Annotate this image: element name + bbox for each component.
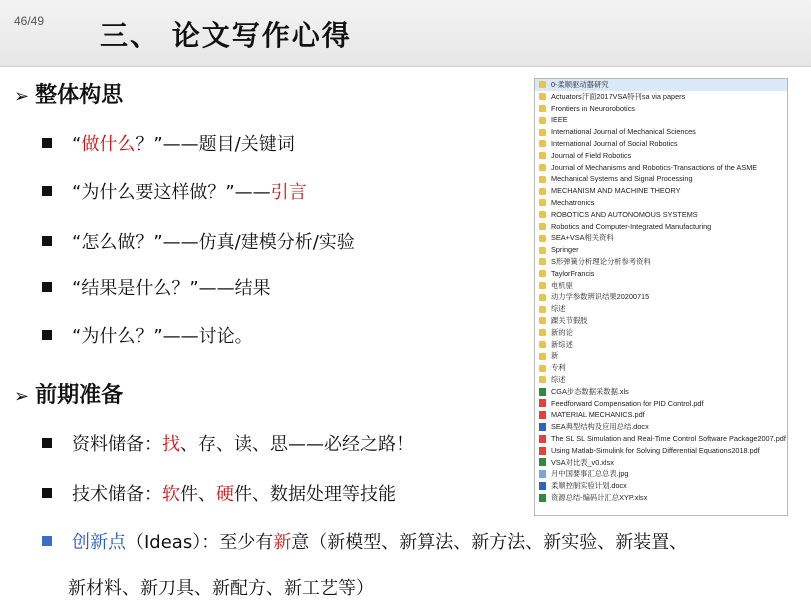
file-name: SEA+VSA相关资料 bbox=[551, 233, 614, 243]
bullet-highlight: 新 bbox=[273, 532, 292, 553]
file-list-item[interactable] bbox=[535, 374, 787, 386]
xls-file-icon bbox=[539, 494, 546, 502]
file-list-item[interactable] bbox=[535, 280, 787, 292]
file-name: Journal of Mechanisms and Robotics-Transactions of the ASME bbox=[551, 162, 758, 172]
folder-icon bbox=[539, 376, 546, 383]
arrow-bullet-icon: ➢ bbox=[14, 386, 30, 407]
jpg-file-icon bbox=[539, 470, 546, 478]
file-list-item[interactable] bbox=[535, 138, 787, 150]
section-title: 整体构思 bbox=[35, 83, 124, 108]
file-list-screenshot bbox=[534, 78, 788, 516]
square-bullet-icon bbox=[42, 186, 52, 196]
bullet-text: “结果是什么？”——结果 bbox=[72, 278, 271, 299]
file-name: MECHANISM AND MACHINE THEORY bbox=[551, 186, 681, 196]
file-list-item[interactable] bbox=[535, 150, 787, 162]
slide-title: 三、 论文写作心得 bbox=[100, 19, 352, 52]
square-bullet-icon bbox=[42, 282, 52, 292]
bullet-how bbox=[42, 228, 355, 254]
file-name: 月中国要事汇总总表.jpg bbox=[551, 469, 629, 479]
folder-icon bbox=[539, 282, 546, 289]
xls-file-icon bbox=[539, 388, 546, 396]
file-list-item[interactable] bbox=[535, 445, 787, 457]
file-list-item[interactable] bbox=[535, 409, 787, 421]
pdf-file-icon bbox=[539, 399, 546, 407]
folder-icon bbox=[539, 353, 546, 360]
page-number: 46/49 bbox=[14, 14, 45, 28]
doc-file-icon bbox=[539, 423, 546, 431]
file-name: Feedforward Compensation for PID Control.pdf bbox=[551, 398, 704, 408]
file-list-item[interactable] bbox=[535, 362, 787, 374]
square-bullet-icon bbox=[42, 438, 52, 448]
file-name: Actuators汗面2017VSA特刊sa via papers bbox=[551, 91, 686, 101]
section-heading-preparation bbox=[14, 378, 123, 409]
file-list-item[interactable] bbox=[535, 421, 787, 433]
bullet-text: “为什么？”——讨论。 bbox=[72, 326, 253, 347]
bullet-highlight: 引言 bbox=[270, 182, 307, 203]
bullet-text: 资料储备： bbox=[72, 434, 162, 455]
folder-icon bbox=[539, 258, 546, 265]
xls-file-icon bbox=[539, 458, 546, 466]
bullet-text: “为什么要这样做？”—— bbox=[72, 182, 271, 203]
file-name: 专利 bbox=[551, 363, 566, 373]
file-name: International Journal of Mechanical Sciences bbox=[551, 127, 696, 137]
file-name: 柔顺控制实验计划.docx bbox=[551, 481, 627, 491]
file-list-item[interactable] bbox=[535, 162, 787, 174]
file-list-item[interactable] bbox=[535, 185, 787, 197]
file-name: IEEE bbox=[551, 115, 568, 125]
file-name: Mechanical Systems and Signal Processing bbox=[551, 174, 693, 184]
bullet-text: 技术储备： bbox=[72, 484, 162, 505]
square-bullet-icon bbox=[42, 236, 52, 246]
file-name: 新 bbox=[551, 351, 559, 361]
file-name: 资源总结-编码计汇总XYP.xlsx bbox=[551, 492, 648, 502]
bullet-text: 意（新模型、新算法、新方法、新实验、新装置、 bbox=[291, 532, 688, 553]
file-list-item[interactable] bbox=[535, 303, 787, 315]
folder-icon bbox=[539, 306, 546, 313]
square-bullet-icon bbox=[42, 330, 52, 340]
file-list-item[interactable] bbox=[535, 480, 787, 492]
file-name: The SL SL Simulation and Real-Time Control Software Package2007.pdf bbox=[551, 433, 786, 443]
section-heading-overall-concept bbox=[14, 78, 123, 109]
bullet-text: 新材料、新刀具、新配方、新工艺等） bbox=[68, 578, 374, 599]
file-name: Using Matlab-Simulink for Solving Differential Equations2018.pdf bbox=[551, 445, 760, 455]
folder-icon bbox=[539, 164, 546, 171]
folder-icon bbox=[539, 247, 546, 254]
file-list-item[interactable] bbox=[535, 315, 787, 327]
bullet-text: “怎么做？”——仿真/建模分析/实验 bbox=[72, 232, 355, 253]
square-bullet-icon bbox=[42, 488, 52, 498]
folder-icon bbox=[539, 188, 546, 195]
file-list-item[interactable] bbox=[535, 244, 787, 256]
square-bullet-icon bbox=[42, 138, 52, 148]
section-title: 前期准备 bbox=[35, 383, 124, 408]
folder-icon bbox=[539, 270, 546, 277]
file-list-item[interactable] bbox=[535, 256, 787, 268]
bullet-highlight: 找 bbox=[162, 434, 180, 455]
folder-icon bbox=[539, 117, 546, 124]
folder-icon bbox=[539, 93, 546, 100]
file-name: ROBOTICS AND AUTONOMOUS SYSTEMS bbox=[551, 209, 698, 219]
file-list-item[interactable] bbox=[535, 291, 787, 303]
folder-icon bbox=[539, 140, 546, 147]
file-list-item[interactable] bbox=[535, 386, 787, 398]
square-bullet-icon bbox=[42, 536, 52, 546]
file-list-item[interactable] bbox=[535, 268, 787, 280]
file-list-item[interactable] bbox=[535, 103, 787, 115]
file-name: Robotics and Computer-Integrated Manufacturing bbox=[551, 221, 712, 231]
file-list-item[interactable] bbox=[535, 221, 787, 233]
folder-icon bbox=[539, 294, 546, 301]
file-name: 综述 bbox=[551, 304, 566, 314]
bullet-highlight: 创新点 bbox=[72, 532, 126, 553]
file-list-item[interactable] bbox=[535, 197, 787, 209]
bullet-result bbox=[42, 274, 271, 300]
pdf-file-icon bbox=[539, 411, 546, 419]
file-name: 新综述 bbox=[551, 339, 573, 349]
bullet-skills bbox=[42, 480, 396, 506]
bullet-materials bbox=[42, 430, 414, 456]
bullet-innovation bbox=[42, 528, 687, 554]
file-name: TaylorFrancis bbox=[551, 268, 595, 278]
file-name: VSA对比表_v0.xlsx bbox=[551, 457, 614, 467]
file-list-item[interactable] bbox=[535, 398, 787, 410]
file-list-item[interactable] bbox=[535, 79, 787, 91]
file-list-item[interactable] bbox=[535, 468, 787, 480]
slide-header bbox=[0, 0, 811, 67]
file-name: Frontiers in Neurorobotics bbox=[551, 103, 635, 113]
file-name: Springer bbox=[551, 245, 579, 255]
bullet-discussion bbox=[42, 322, 253, 348]
bullet-text: 件、数据处理等技能 bbox=[234, 484, 396, 505]
file-name: Mechatronics bbox=[551, 197, 595, 207]
bullet-text: “ bbox=[72, 134, 82, 155]
file-list-item[interactable] bbox=[535, 339, 787, 351]
bullet-highlight: 软 bbox=[162, 484, 180, 505]
folder-icon bbox=[539, 329, 546, 336]
folder-icon bbox=[539, 176, 546, 183]
file-name: Journal of Field Robotics bbox=[551, 150, 632, 160]
folder-icon bbox=[539, 223, 546, 230]
folder-icon bbox=[539, 81, 546, 88]
bullet-highlight: 硬 bbox=[216, 484, 234, 505]
bullet-text: 、存、读、思——必经之路！ bbox=[180, 434, 414, 455]
bullet-text: ？”——题目/关键词 bbox=[135, 134, 295, 155]
file-name: CGA步态数据采数据.xls bbox=[551, 386, 629, 396]
folder-icon bbox=[539, 365, 546, 372]
folder-icon bbox=[539, 317, 546, 324]
file-name: International Journal of Social Robotics bbox=[551, 138, 678, 148]
file-name: S形弹簧分析理论分析参考资料 bbox=[551, 256, 651, 266]
folder-icon bbox=[539, 152, 546, 159]
folder-icon bbox=[539, 199, 546, 206]
file-name: 综述 bbox=[551, 374, 566, 384]
folder-icon bbox=[539, 235, 546, 242]
file-list-item[interactable] bbox=[535, 173, 787, 185]
file-name: MATERIAL MECHANICS.pdf bbox=[551, 410, 645, 420]
folder-icon bbox=[539, 211, 546, 218]
bullet-highlight: 做什么 bbox=[81, 134, 136, 155]
file-list-item[interactable] bbox=[535, 350, 787, 362]
pdf-file-icon bbox=[539, 447, 546, 455]
file-list-item[interactable] bbox=[535, 209, 787, 221]
bullet-innovation-continued bbox=[68, 574, 374, 600]
file-list-item[interactable] bbox=[535, 433, 787, 445]
pdf-file-icon bbox=[539, 435, 546, 443]
file-name: 动力学参数辨识结果20200715 bbox=[551, 292, 650, 302]
folder-icon bbox=[539, 129, 546, 136]
bullet-what bbox=[42, 130, 295, 156]
file-list-item[interactable] bbox=[535, 327, 787, 339]
file-name: 电机驱 bbox=[551, 280, 573, 290]
doc-file-icon bbox=[539, 482, 546, 490]
file-list-item[interactable] bbox=[535, 114, 787, 126]
file-list-item[interactable] bbox=[535, 126, 787, 138]
bullet-text: 件、 bbox=[180, 484, 216, 505]
file-name: SEA典型结构及应用总结.docx bbox=[551, 422, 649, 432]
bullet-text: （Ideas）：至少有 bbox=[126, 532, 274, 553]
folder-icon bbox=[539, 341, 546, 348]
file-list-item[interactable] bbox=[535, 232, 787, 244]
file-name: 0-柔顺驱动器研究 bbox=[551, 80, 609, 89]
bullet-why bbox=[42, 178, 307, 204]
file-list-item[interactable] bbox=[535, 457, 787, 469]
file-list-item[interactable] bbox=[535, 492, 787, 504]
file-list-item[interactable] bbox=[535, 91, 787, 103]
arrow-bullet-icon: ➢ bbox=[14, 86, 30, 107]
file-name: 新的论 bbox=[551, 327, 573, 337]
folder-icon bbox=[539, 105, 546, 112]
file-name: 踝关节假肢 bbox=[551, 315, 588, 325]
